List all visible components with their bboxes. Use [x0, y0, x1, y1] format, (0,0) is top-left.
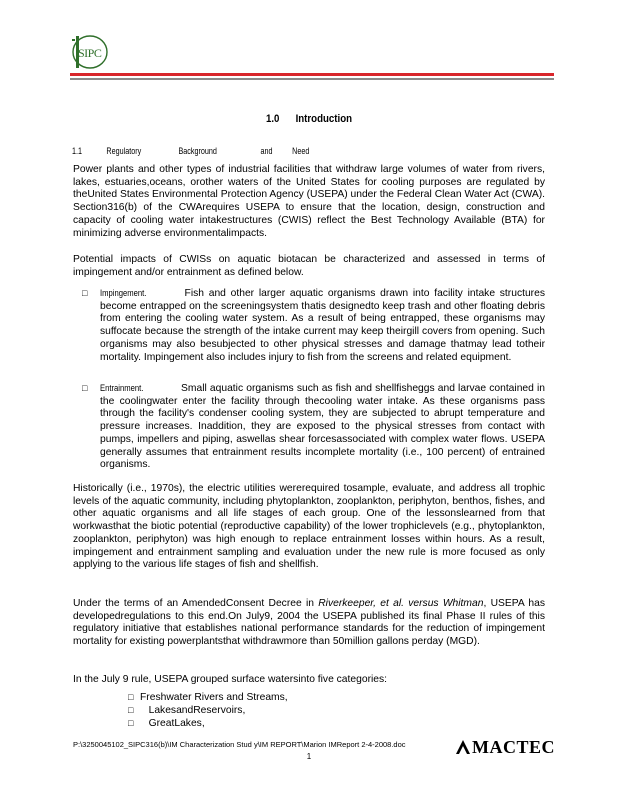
logo-text: SIPC [78, 46, 102, 60]
mactec-logo-icon [455, 739, 471, 755]
subsection-word: Need [292, 146, 310, 156]
case-name: Riverkeeper, et al. versus Whitman [318, 598, 484, 609]
bullet-text: Fish and other larger aquatic organisms drawn into facility intake structures become entrapped on the screeningsystem thatis designedto keep trash and other floating debris from entering the cooling water system. As a result of being entrapped, these organisms may suffocate because the strength of the intake current may keep theirgill covers from opening. Such organisms may also besubjected to other physical stresses and damage thatmay lead totheir mortality. Impingement also includes injury to fish from the screens and related equipment. [100, 288, 545, 363]
subsection-heading [72, 146, 309, 156]
bullet-box-icon: □ [82, 383, 88, 393]
subsection-word: Regulatory [106, 146, 142, 156]
section-title-text: Introduction [295, 113, 353, 125]
bullet-box-icon: □ [128, 692, 134, 702]
bullet-label: Entrainment. [100, 383, 144, 393]
p4-after: , USEPA has developedregulations to this end.On July9, 2004 the USEPA published its final Phase II rules of this regulatory initiative that establishes national performance standards for the reduction of impingement mortality for existing powerplantsthat withdrawmore than 50million gallons perday (MGD). [73, 598, 545, 648]
page-number: 1 [306, 752, 312, 761]
list-item: □ Freshwater Rivers and Streams, [128, 692, 288, 703]
paragraph-impacts: Potential impacts of CWISs on aquatic biotacan be characterized and assessed in terms of impingement and/or entrainment as defined below. [73, 254, 545, 278]
section-title [37, 113, 581, 125]
footer-file-path: P:\3250045102_SIPC316(b)\IM Characterization Stud y\IM REPORT\Marion IMReport 2-4-2008.doc [73, 740, 406, 749]
section-number: 1.0 [265, 113, 280, 125]
bullet-impingement [82, 287, 545, 364]
list-item: □ LakesandReservoirs, [128, 705, 246, 716]
paragraph-consent-decree [73, 598, 545, 649]
categories-list [128, 691, 288, 730]
header-gray-rule [70, 78, 554, 80]
subsection-word: and [260, 146, 273, 156]
subsection-number: 1.1 [72, 146, 83, 156]
p4-before: Under the terms of an AmendedConsent Decree in [73, 598, 319, 609]
list-item: □ GreatLakes, [128, 718, 205, 729]
bullet-box-icon: □ [128, 705, 134, 715]
mactec-logo-text: MACTEC [472, 737, 555, 757]
bullet-box-icon: □ [128, 718, 134, 728]
header-red-rule [70, 73, 554, 76]
bullet-label: Impingement. [100, 288, 147, 298]
paragraph-intro: Power plants and other types of industrial facilities that withdraw large volumes of water from rivers, lakes, estuaries,oceans, orother waters of the United States for cooling purposes are regulated by theUnited States Environmental Protection Agency (USEPA) under the Federal Clean Water Act (CWA). Section316(b) of the CWArequires USEPA to ensure that the location, design, construction and capacity of cooling water intakestructures (CWIS) reflect the Best Technology Available (BTA) for minimizing adverse environmentalimpacts. [73, 164, 545, 239]
subsection-word: Background [178, 146, 217, 156]
paragraph-historically: Historically (i.e., 1970s), the electric utilities wererequired tosample, evaluate, and address all trophic levels of the aquatic community, including phytoplankton, zooplankton, periphyton, benthos, fishes, and other aquatic organisms and all life stages of each group. One of the lessonslearned from that workwasthat the biotic potential (reproductive capability) of the lower trophiclevels (e.g., phytoplankton, zooplankton, periphyton) was high enough to replace entrainment losses within hours. As a result, impingement and entrainment sampling and evaluation under the new rule is more focused as only applying to the various life stages of fish and shellfish. [73, 483, 545, 571]
paragraph-categories-intro: In the July 9 rule, USEPA grouped surface watersinto five categories: [73, 674, 388, 685]
bullet-text: Small aquatic organisms such as fish and shellfisheggs and larvae contained in the coolingwater enter the facility through thecooling water intake. As these organisms pass through the facility's condenser cooling system, they are subjected to abrupt temperature and pressure increases. Inaddition, they are exposed to the physical stresses from contact with pumps, impellers and piping, aswellas shear forcesassociated with complex water flows. USEPA generally assumes that entrainment results incomplete mortality (i.e., 100 percent) of entrained organisms. [100, 383, 545, 471]
bullet-entrainment [82, 382, 545, 472]
bullet-box-icon: □ [82, 288, 88, 298]
